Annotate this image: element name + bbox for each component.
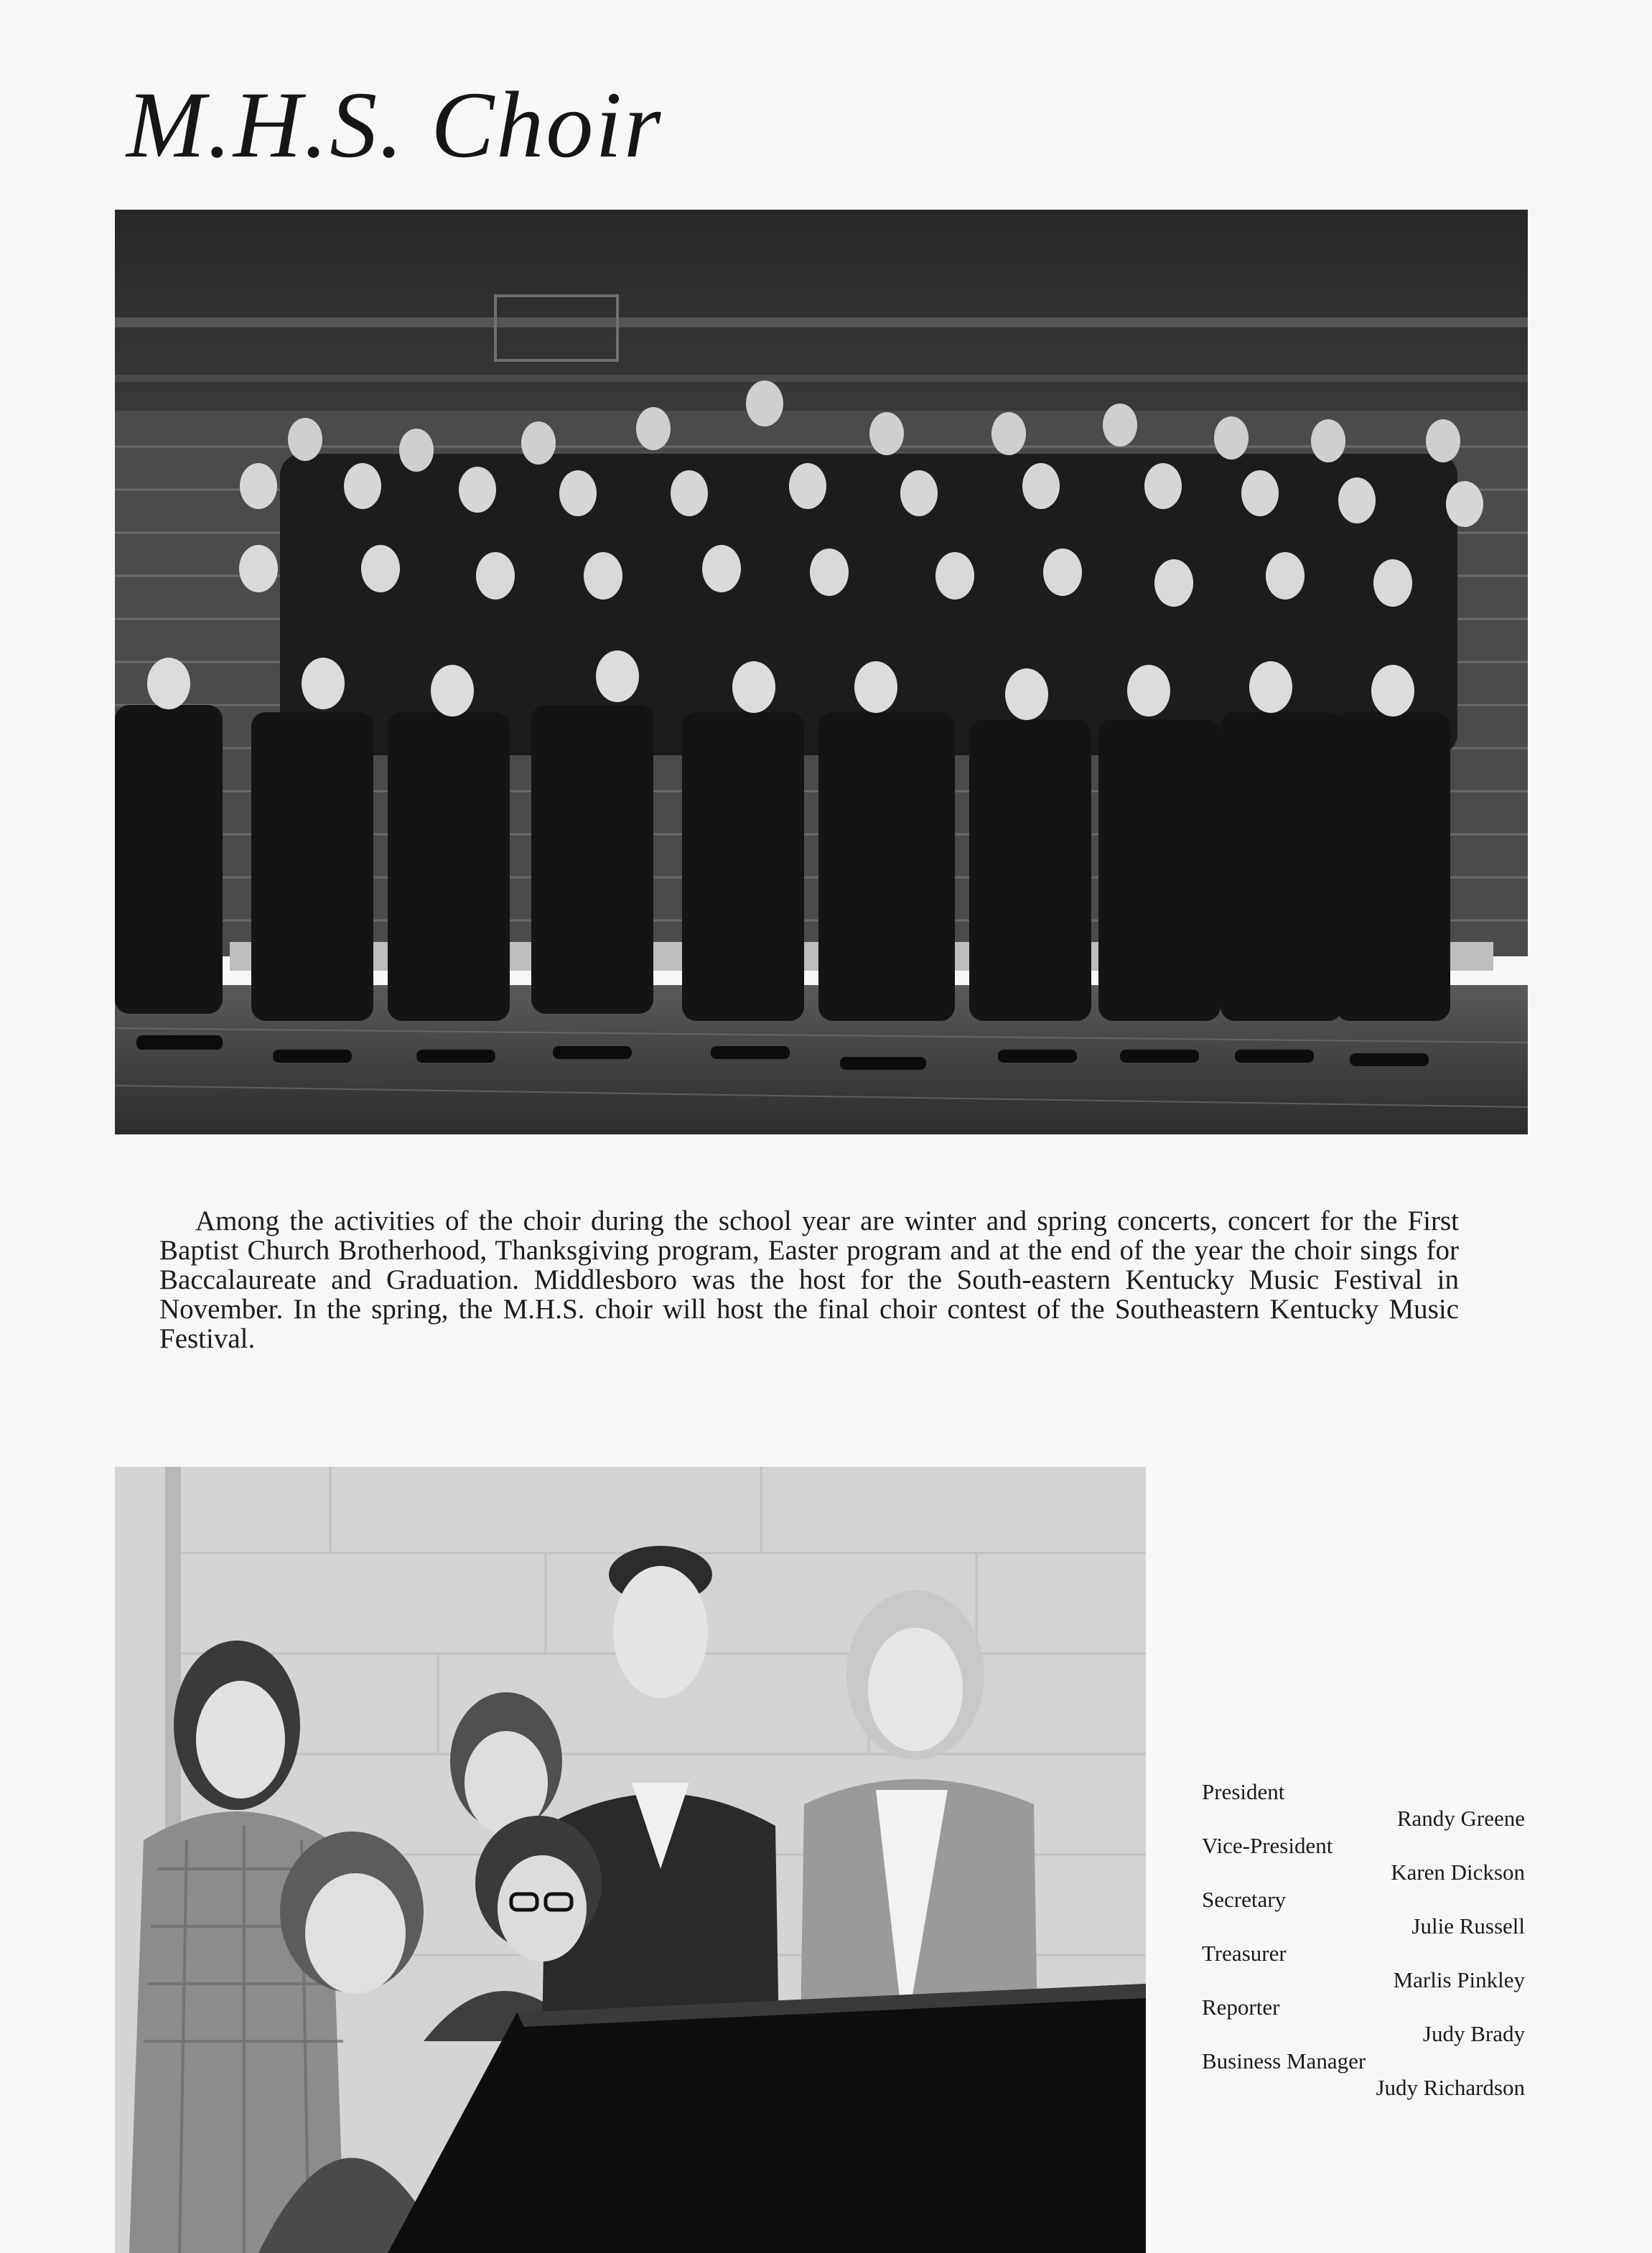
officer-entry-treasurer bbox=[1202, 1941, 1525, 1995]
officer-role: Vice-President bbox=[1202, 1833, 1333, 1858]
officer-entry-president bbox=[1202, 1779, 1525, 1833]
choir-officers-photo bbox=[115, 1467, 1146, 2253]
officer-role: Reporter bbox=[1202, 1995, 1280, 2020]
officer-name: Judy Brady bbox=[1422, 2021, 1525, 2046]
officer-role: Secretary bbox=[1202, 1887, 1287, 1912]
officer-entry-reporter bbox=[1202, 1995, 1525, 2048]
officer-name: Marlis Pinkley bbox=[1393, 1967, 1525, 1992]
choir-group-photo bbox=[115, 210, 1528, 1134]
officer-entry-business-manager bbox=[1202, 2048, 1525, 2102]
choir-officers-photo-image bbox=[115, 1467, 1146, 2253]
officer-name: Julie Russell bbox=[1411, 1913, 1525, 1939]
officer-role: Treasurer bbox=[1202, 1941, 1287, 1966]
officers-list bbox=[1202, 1779, 1525, 2102]
page-title: M.H.S. Choir bbox=[126, 72, 663, 177]
officer-role: President bbox=[1202, 1779, 1285, 1804]
officer-entry-secretary bbox=[1202, 1887, 1525, 1941]
officer-entry-vice-president bbox=[1202, 1833, 1525, 1887]
officer-name: Randy Greene bbox=[1396, 1806, 1525, 1831]
officer-role: Business Manager bbox=[1202, 2048, 1366, 2074]
officer-name: Judy Richardson bbox=[1376, 2075, 1525, 2100]
article-paragraph: Among the activities of the choir during the school year are winter and spring concerts, concert for the First Baptist Church Brotherhood, Thanksgiving program, Easter program and at the end of the year the choir sings for Baccalaureate and Graduation. Middlesboro was the host for the South-eastern Kentucky Music Festival in November. In the spring, the M.H.S. choir will host the final choir contest of the Southeastern Kentucky Music Festival. bbox=[159, 1205, 1459, 1354]
officer-name: Karen Dickson bbox=[1391, 1860, 1525, 1885]
choir-group-photo-image bbox=[115, 210, 1528, 1134]
